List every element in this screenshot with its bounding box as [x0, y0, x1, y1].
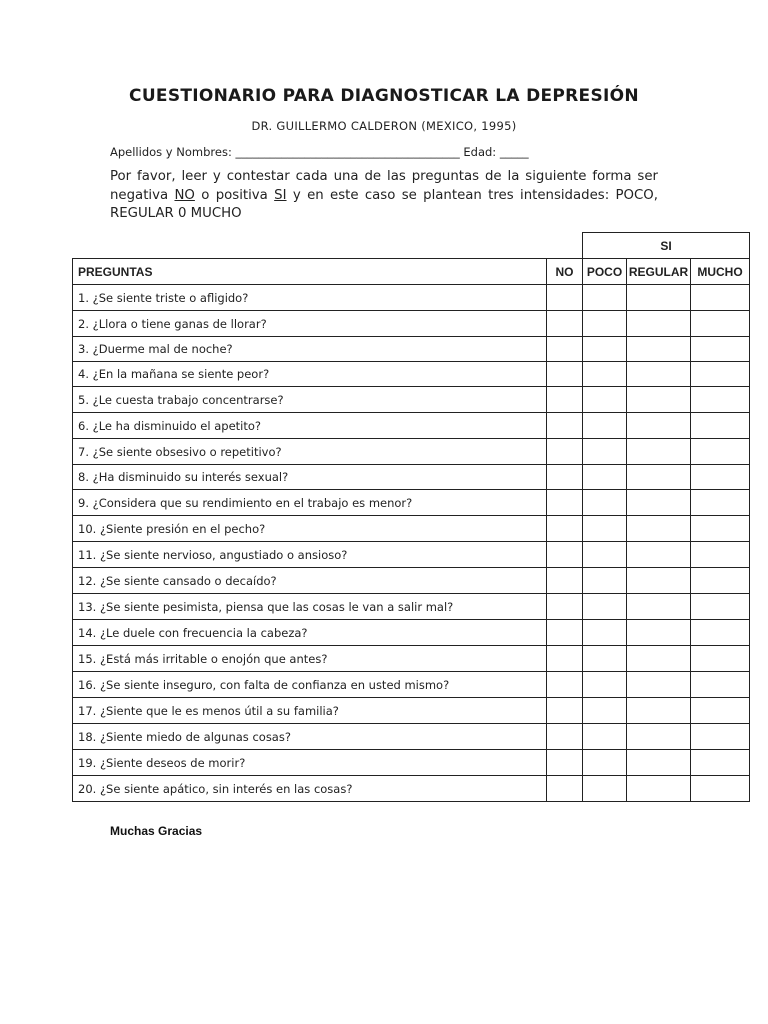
answer-cell-poco[interactable] — [583, 413, 627, 439]
question-text: 17. ¿Siente que le es menos útil a su familia? — [73, 698, 547, 724]
answer-cell-poco[interactable] — [583, 311, 627, 337]
column-header-row — [73, 259, 750, 285]
answer-cell-poco[interactable] — [583, 646, 627, 672]
answer-cell-no[interactable] — [547, 465, 583, 490]
answer-cell-poco[interactable] — [583, 672, 627, 698]
answer-cell-regular[interactable] — [627, 542, 691, 568]
answer-cell-mucho[interactable] — [691, 568, 750, 594]
answer-cell-no[interactable] — [547, 285, 583, 311]
instructions-si: SI — [274, 187, 287, 203]
answer-cell-no[interactable] — [547, 490, 583, 516]
table-row — [73, 362, 750, 387]
answer-cell-poco[interactable] — [583, 750, 627, 776]
question-text: 10. ¿Siente presión en el pecho? — [73, 516, 547, 542]
question-text: 13. ¿Se siente pesimista, piensa que las cosas le van a salir mal? — [73, 594, 547, 620]
question-text: 1. ¿Se siente triste o afligido? — [73, 285, 547, 311]
question-text: 16. ¿Se siente inseguro, con falta de confianza en usted mismo? — [73, 672, 547, 698]
answer-cell-mucho[interactable] — [691, 413, 750, 439]
table-row — [73, 542, 750, 568]
answer-cell-no[interactable] — [547, 672, 583, 698]
table-row — [73, 439, 750, 465]
table-row — [73, 490, 750, 516]
answer-cell-poco[interactable] — [583, 516, 627, 542]
answer-cell-no[interactable] — [547, 646, 583, 672]
header-no: NO — [547, 259, 583, 285]
answer-cell-no[interactable] — [547, 362, 583, 387]
document-title: CUESTIONARIO PARA DIAGNOSTICAR LA DEPRESIÓN — [129, 86, 639, 106]
question-text: 19. ¿Siente deseos de morir? — [73, 750, 547, 776]
answer-cell-regular[interactable] — [627, 387, 691, 413]
table-row — [73, 698, 750, 724]
answer-cell-no[interactable] — [547, 439, 583, 465]
table-row — [73, 646, 750, 672]
answer-cell-regular[interactable] — [627, 516, 691, 542]
answer-cell-mucho[interactable] — [691, 724, 750, 750]
table-row — [73, 413, 750, 439]
table-row — [73, 465, 750, 490]
instructions-text-1: Por favor, leer y contestar cada una de las preguntas de la siguiente forma ser negativa — [110, 169, 658, 203]
answer-cell-regular[interactable] — [627, 776, 691, 802]
answer-cell-poco[interactable] — [583, 542, 627, 568]
answer-cell-regular[interactable] — [627, 594, 691, 620]
answer-cell-regular[interactable] — [627, 413, 691, 439]
question-text: 14. ¿Le duele con frecuencia la cabeza? — [73, 620, 547, 646]
answer-cell-mucho[interactable] — [691, 646, 750, 672]
answer-cell-regular[interactable] — [627, 285, 691, 311]
question-text: 2. ¿Llora o tiene ganas de llorar? — [73, 311, 547, 337]
table-row — [73, 776, 750, 802]
document-author: DR. GUILLERMO CALDERON (MEXICO, 1995) — [251, 119, 517, 133]
answer-cell-mucho[interactable] — [691, 776, 750, 802]
question-text: 8. ¿Ha disminuido su interés sexual? — [73, 465, 547, 490]
answer-cell-poco[interactable] — [583, 776, 627, 802]
answer-cell-mucho[interactable] — [691, 387, 750, 413]
answer-cell-mucho[interactable] — [691, 594, 750, 620]
question-text: 3. ¿Duerme mal de noche? — [73, 337, 547, 362]
answer-cell-no[interactable] — [547, 413, 583, 439]
answer-cell-poco[interactable] — [583, 387, 627, 413]
answer-cell-regular[interactable] — [627, 362, 691, 387]
header-preguntas: PREGUNTAS — [73, 259, 547, 285]
answer-cell-no[interactable] — [547, 568, 583, 594]
question-text: 11. ¿Se siente nervioso, angustiado o ansioso? — [73, 542, 547, 568]
question-text: 18. ¿Siente miedo de algunas cosas? — [73, 724, 547, 750]
instructions-text-2: o positiva — [194, 187, 275, 203]
answer-cell-poco[interactable] — [583, 490, 627, 516]
table-row — [73, 672, 750, 698]
answer-cell-regular[interactable] — [627, 568, 691, 594]
answer-cell-regular[interactable] — [627, 620, 691, 646]
answer-cell-no[interactable] — [547, 516, 583, 542]
answer-cell-no[interactable] — [547, 337, 583, 362]
answer-cell-mucho[interactable] — [691, 465, 750, 490]
table-row — [73, 337, 750, 362]
answer-cell-no[interactable] — [547, 724, 583, 750]
table-row — [73, 285, 750, 311]
table-row — [73, 387, 750, 413]
answer-cell-mucho[interactable] — [691, 620, 750, 646]
si-group-header: SI — [583, 233, 750, 259]
answer-cell-regular[interactable] — [627, 750, 691, 776]
answer-cell-poco[interactable] — [583, 724, 627, 750]
answer-cell-no[interactable] — [547, 620, 583, 646]
blank-header-cell — [73, 233, 583, 259]
header-mucho: MUCHO — [691, 259, 750, 285]
answer-cell-mucho[interactable] — [691, 439, 750, 465]
answer-cell-no[interactable] — [547, 311, 583, 337]
answer-cell-no[interactable] — [547, 698, 583, 724]
question-text: 6. ¿Le ha disminuido el apetito? — [73, 413, 547, 439]
answer-cell-mucho[interactable] — [691, 698, 750, 724]
table-row — [73, 594, 750, 620]
header-regular: REGULAR — [627, 259, 691, 285]
question-text: 20. ¿Se siente apático, sin interés en las cosas? — [73, 776, 547, 802]
answer-cell-mucho[interactable] — [691, 285, 750, 311]
si-group-row — [73, 233, 750, 259]
answer-cell-poco[interactable] — [583, 362, 627, 387]
answer-cell-mucho[interactable] — [691, 311, 750, 337]
table-row — [73, 750, 750, 776]
answer-cell-regular[interactable] — [627, 311, 691, 337]
question-text: 9. ¿Considera que su rendimiento en el trabajo es menor? — [73, 490, 547, 516]
question-text: 7. ¿Se siente obsesivo o repetitivo? — [73, 439, 547, 465]
answer-cell-mucho[interactable] — [691, 362, 750, 387]
question-text: 5. ¿Le cuesta trabajo concentrarse? — [73, 387, 547, 413]
answer-cell-regular[interactable] — [627, 646, 691, 672]
table-row — [73, 311, 750, 337]
answer-cell-poco[interactable] — [583, 465, 627, 490]
question-text: 4. ¿En la mañana se siente peor? — [73, 362, 547, 387]
header-poco: POCO — [583, 259, 627, 285]
answer-cell-no[interactable] — [547, 750, 583, 776]
answer-cell-regular[interactable] — [627, 439, 691, 465]
answer-cell-regular[interactable] — [627, 465, 691, 490]
answer-cell-poco[interactable] — [583, 439, 627, 465]
answer-cell-mucho[interactable] — [691, 490, 750, 516]
answer-cell-regular[interactable] — [627, 698, 691, 724]
answer-cell-poco[interactable] — [583, 568, 627, 594]
answer-cell-regular[interactable] — [627, 490, 691, 516]
name-age-field[interactable]: Apellidos y Nombres: _______________________________________ Edad: _____ — [110, 145, 529, 159]
table-row — [73, 516, 750, 542]
answer-cell-poco[interactable] — [583, 698, 627, 724]
answer-cell-regular[interactable] — [627, 724, 691, 750]
answer-cell-poco[interactable] — [583, 620, 627, 646]
table-row — [73, 568, 750, 594]
answer-cell-mucho[interactable] — [691, 672, 750, 698]
answer-cell-no[interactable] — [547, 542, 583, 568]
instructions-paragraph — [110, 168, 658, 224]
answer-cell-poco[interactable] — [583, 594, 627, 620]
answer-cell-mucho[interactable] — [691, 516, 750, 542]
answer-cell-poco[interactable] — [583, 337, 627, 362]
table-row — [73, 620, 750, 646]
answer-cell-mucho[interactable] — [691, 750, 750, 776]
answer-cell-regular[interactable] — [627, 672, 691, 698]
instructions-text-3: y en este caso se plantean tres intensidades: POCO, REGULAR 0 MUCHO — [110, 187, 658, 221]
table-row — [73, 724, 750, 750]
answer-cell-mucho[interactable] — [691, 542, 750, 568]
answer-cell-poco[interactable] — [583, 285, 627, 311]
answer-cell-no[interactable] — [547, 594, 583, 620]
closing-text: Muchas Gracias — [110, 824, 203, 838]
answer-cell-regular[interactable] — [627, 337, 691, 362]
answer-cell-no[interactable] — [547, 776, 583, 802]
question-text: 15. ¿Está más irritable o enojón que antes? — [73, 646, 547, 672]
answer-cell-no[interactable] — [547, 387, 583, 413]
question-text: 12. ¿Se siente cansado o decaído? — [73, 568, 547, 594]
instructions-no: NO — [174, 187, 195, 203]
answer-cell-mucho[interactable] — [691, 337, 750, 362]
questions-table — [72, 232, 750, 802]
